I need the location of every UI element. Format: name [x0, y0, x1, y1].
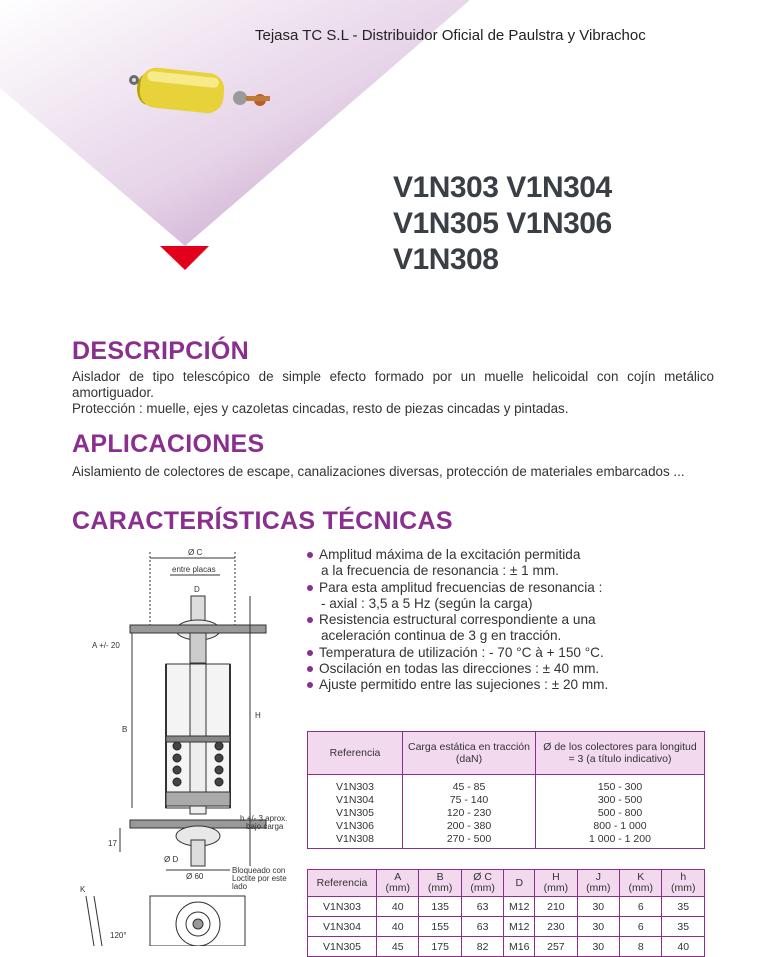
bullet-item-cont: aceleración continua de 3 g en tracción.: [321, 628, 562, 644]
table-cell: V1N305: [308, 807, 403, 820]
table-cell: 40: [377, 897, 419, 917]
table-cell: 30: [577, 917, 619, 937]
bullet-item: Amplitud máxima de la excitación permitida: [307, 547, 608, 563]
table-cell: 75 - 140: [403, 794, 536, 807]
bullet-item: Ajuste permitido entre las sujeciones : ± 20 mm.: [307, 677, 608, 693]
table-cell: V1N305: [308, 937, 377, 957]
title-line: V1N303 V1N304: [393, 171, 612, 204]
label-a: A +/- 20: [92, 641, 120, 650]
table-header: Ø C (mm): [461, 870, 503, 897]
table-cell: M12: [504, 917, 535, 937]
description-text: [72, 369, 714, 417]
bullet-item: Resistencia estructural correspondiente a una: [307, 612, 608, 628]
table-cell: 200 - 380: [403, 820, 536, 833]
heading-descripcion: DESCRIPCIÓN: [72, 337, 249, 365]
table-header: Carga estática en tracción (daN): [403, 732, 536, 775]
table-header: h (mm): [662, 870, 705, 897]
table-cell: 40: [662, 937, 705, 957]
title-line: V1N305 V1N306: [393, 207, 612, 240]
technical-drawing: [80, 540, 305, 946]
table-row: [308, 897, 705, 917]
table-cell: 35: [662, 897, 705, 917]
table-cell: 1 000 - 1 200: [536, 833, 705, 849]
label-j: 17: [108, 839, 117, 848]
heading-aplicaciones: APLICACIONES: [72, 430, 265, 458]
table-cell: 8: [620, 937, 662, 957]
table-cell: 6: [620, 917, 662, 937]
label-k: K: [80, 885, 86, 894]
company-header: Tejasa TC S.L - Distribuidor Oficial de Paulstra y Vibrachoc: [255, 27, 646, 44]
table-cell: 270 - 500: [403, 833, 536, 849]
table-cell: 230: [535, 917, 577, 937]
table-row: [308, 794, 705, 807]
bullet-item: Temperatura de utilización : - 70 °C à + 150 °C.: [307, 645, 608, 661]
title-line: V1N308: [393, 243, 499, 276]
table-cell: 6: [620, 897, 662, 917]
label-c: Ø C: [188, 548, 203, 557]
bullet-item-cont: a la frecuencia de resonancia : ± 1 mm.: [321, 563, 559, 579]
table-row: [308, 917, 705, 937]
table-header: A (mm): [377, 870, 419, 897]
table-header: Referencia: [308, 732, 403, 775]
table-header: D: [504, 870, 535, 897]
table-cell: V1N304: [308, 917, 377, 937]
label-h-small: h +/- 3 aprox.: [240, 814, 288, 823]
label-entre: entre placas: [172, 565, 216, 574]
table-cell: M16: [504, 937, 535, 957]
table-row: [308, 775, 705, 795]
table-cell: 30: [577, 937, 619, 957]
label-d-top: D: [194, 585, 200, 594]
table-header: J (mm): [577, 870, 619, 897]
table-cell: 500 - 800: [536, 807, 705, 820]
label-bloq-1: Bloqueado con: [232, 866, 286, 875]
label-angle: 120°: [110, 931, 127, 940]
bullet-item: Para esta amplitud frecuencias de resonancia :: [307, 580, 608, 596]
table-cell: 175: [419, 937, 461, 957]
bullet-item-cont: - axial : 3,5 a 5 Hz (según la carga): [321, 595, 533, 611]
table-cell: 40: [377, 917, 419, 937]
table-row: [308, 820, 705, 833]
dimensions-table: [307, 869, 705, 957]
table-cell: 45 - 85: [403, 775, 536, 795]
table-header: Referencia: [308, 870, 377, 897]
table-cell: V1N304: [308, 794, 403, 807]
description-line-2: Protección : muelle, ejes y cazoletas cincadas, resto de piezas cincadas y pintadas.: [72, 401, 569, 416]
label-sixty: Ø 60: [186, 872, 204, 881]
table-cell: 800 - 1 000: [536, 820, 705, 833]
table-header: K (mm): [620, 870, 662, 897]
table-cell: V1N306: [308, 820, 403, 833]
table-row: [308, 807, 705, 820]
table-cell: V1N308: [308, 833, 403, 849]
table-cell: V1N303: [308, 775, 403, 795]
table-cell: 35: [662, 917, 705, 937]
table-cell: 155: [419, 917, 461, 937]
heading-caracteristicas: CARACTERÍSTICAS TÉCNICAS: [72, 507, 453, 535]
table-cell: 82: [461, 937, 503, 957]
label-b: B: [122, 725, 128, 734]
table-row: [308, 937, 705, 957]
table-header: B (mm): [419, 870, 461, 897]
label-h: H: [255, 711, 261, 720]
table-row: [308, 833, 705, 849]
table-cell: 210: [535, 897, 577, 917]
table-header: Ø de los colectores para longitud = 3 (a título indicativo): [536, 732, 705, 775]
technical-bullets: [307, 547, 608, 694]
table-cell: 257: [535, 937, 577, 957]
table-header: H (mm): [535, 870, 577, 897]
red-arrow-icon: [160, 246, 209, 270]
table-cell: 135: [419, 897, 461, 917]
load-table: [307, 731, 705, 849]
table-cell: 300 - 500: [536, 794, 705, 807]
description-line-1: Aislador de tipo telescópico de simple efecto formado por un muelle helicoidal con cojín metálico amortiguador.: [72, 369, 714, 400]
table-cell: M12: [504, 897, 535, 917]
applications-text: Aislamiento de colectores de escape, canalizaciones diversas, protección de materiales embarcados ...: [72, 464, 685, 479]
table-cell: 150 - 300: [536, 775, 705, 795]
label-bloq-3: lado: [232, 882, 248, 891]
table-cell: V1N303: [308, 897, 377, 917]
table-cell: 30: [577, 897, 619, 917]
bullet-item: Oscilación en todas las direcciones : ± 40 mm.: [307, 661, 608, 677]
table-cell: 45: [377, 937, 419, 957]
label-bajo: bajo carga: [246, 822, 284, 831]
table-cell: 120 - 230: [403, 807, 536, 820]
label-d-bottom: Ø D: [164, 855, 179, 864]
table-cell: 63: [461, 897, 503, 917]
table-cell: 63: [461, 917, 503, 937]
label-bloq-2: Loctite por este: [232, 874, 287, 883]
product-titles: [393, 170, 612, 278]
